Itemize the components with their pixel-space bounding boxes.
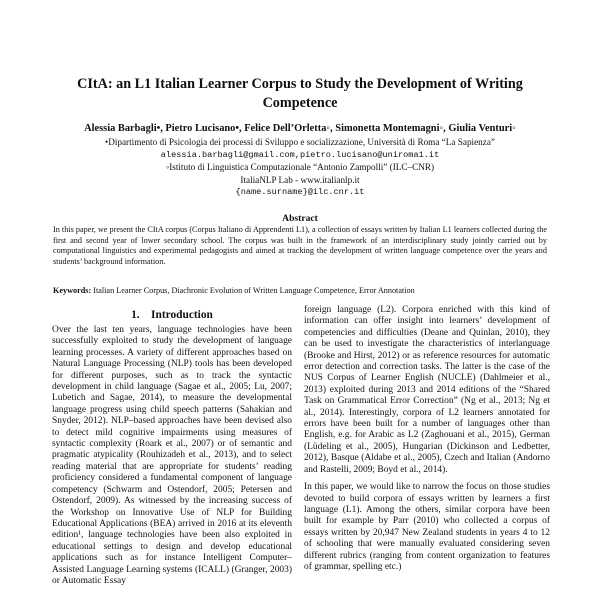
section-title: Introduction — [151, 309, 213, 321]
title-line-1: CItA: an L1 Italian Learner Corpus to Study the Development of Writing — [77, 76, 523, 92]
email-ilc: {name.surname}@ilc.cnr.it — [235, 187, 365, 197]
intro-paragraph-1: Over the last ten years, language technologies have been successfully exploited to study the development of language learning processes. A variety of different approaches based on Natural Language Processing (NLP) tools has been developed for different purposes, such as to track the syntactic development in child language (Sagae et al., 2005; Lu, 2007; Lubetich and Sagae, 2014), to measure the developmental language progress using child speech patterns (Sahakian and Snyder, 2012). NLP–based approaches have been devised also to detect mild cognitive impairments using measures of syntactic complexity (Roark et al., 2007) or of semantic and pragmatic atypicality (Rouhizadeh et al., 2013), and to select reading material that are appropriate for students’ reading proficiency considered a fundamental component of language competency (Schwarm and Ostendorf, 2005; Petersen and Ostendorf, 2009). As witnessed by the increasing success of the Workshop on Innovative Use of NLP for Building Educational Applications (BEA) arrived in 2016 at its eleventh edition¹, language technologies have been also exploited in educational settings to design and develop educational applications such as for instance Intelligent Computer–Assisted Language Learning systems (ICALL) (Granger, 2003) or Automatic Essay — [52, 325, 292, 586]
intro-paragraph-3: In this paper, we would like to narrow the focus on those studies devoted to build corpora of essays written by learners a first language (L1). Among the others, similar corpora have been built for example by Parr (2010) who collected a corpus of essays written by 20,947 New Zealand students in years 4 to 12 of schooling that were manually evaluated considering seven different rubrics (ranging from content organization to features of grammar, spelling etc.) — [304, 482, 550, 572]
paper-title — [60, 75, 540, 113]
affiliation-ilc: ◦Istituto di Linguistica Computazionale “Antonio Zampolli” (ILC–CNR) — [165, 162, 435, 172]
section-heading — [52, 309, 292, 321]
keywords — [53, 286, 547, 297]
intro-paragraph-2: foreign language (L2). Corpora enriched with this kind of information can offer insight into learners’ development of competencies and difficulties (Deane and Quinlan, 2010), they can be used to investigate the characteristics of interlanguage (Brooke and Hirst, 2012) or as reference resources for automatic error detection and correction tasks. The latter is the case of the NUS Corpus of Learner English (NUCLE) (Dahlmeier et al., 2013) exploited during 2013 and 2014 editions of the “Shared Task on Grammatical Error Correction” (Ng et al., 2013; Ng et al., 2014). Interestingly, corpora of L2 learners annotated for errors have been built for a number of languages other than English, e.g. for Arabic as L2 (Zaghouani et al., 2015), German (Lüdeling et al., 2005), Hungarian (Dickinson and Ledbetter, 2012), Basque (Aldabe et al., 2005), Czech and Italian (Andorno and Rastelli, 2009; Boyd et al., 2014). — [304, 305, 550, 475]
title-line-2: Competence — [262, 95, 338, 111]
lab-website: ItaliaNLP Lab - www.italianlp.it — [240, 175, 360, 185]
abstract-heading: Abstract — [282, 213, 318, 224]
section-number: 1. — [131, 309, 140, 321]
keywords-text: Italian Learner Corpus, Diachronic Evolution of Written Language Competence, Error Annotation — [93, 286, 415, 295]
left-column — [52, 325, 292, 587]
affiliation-psychology: •Dipartimento di Psicologia dei processi di Sviluppo e socializzazione, Università di Roma “La Sapienza” — [104, 137, 495, 147]
email-roma: alessia.barbagli@gmail.com,pietro.lucisano@uniroma1.it — [160, 150, 440, 160]
right-column — [304, 305, 550, 573]
keywords-label: Keywords: — [53, 286, 92, 295]
author-list: Alessia Barbagli•, Pietro Lucisano•, Felice Dell’Orletta◦, Simonetta Montemagni◦, Giulia Venturi◦ — [84, 123, 516, 134]
abstract-body: In this paper, we present the CItA corpus (Corpus Italiano di Apprendenti L1), a collection of essays written by Italian L1 learners collected during the first and second year of lower secondary school. The corpus was built in the framework of an interdisciplinary study jointly carried out by computational linguistics and experimental pedagogists and aimed at tracking the development of written language competence over the years and students’ background information. — [53, 225, 547, 266]
